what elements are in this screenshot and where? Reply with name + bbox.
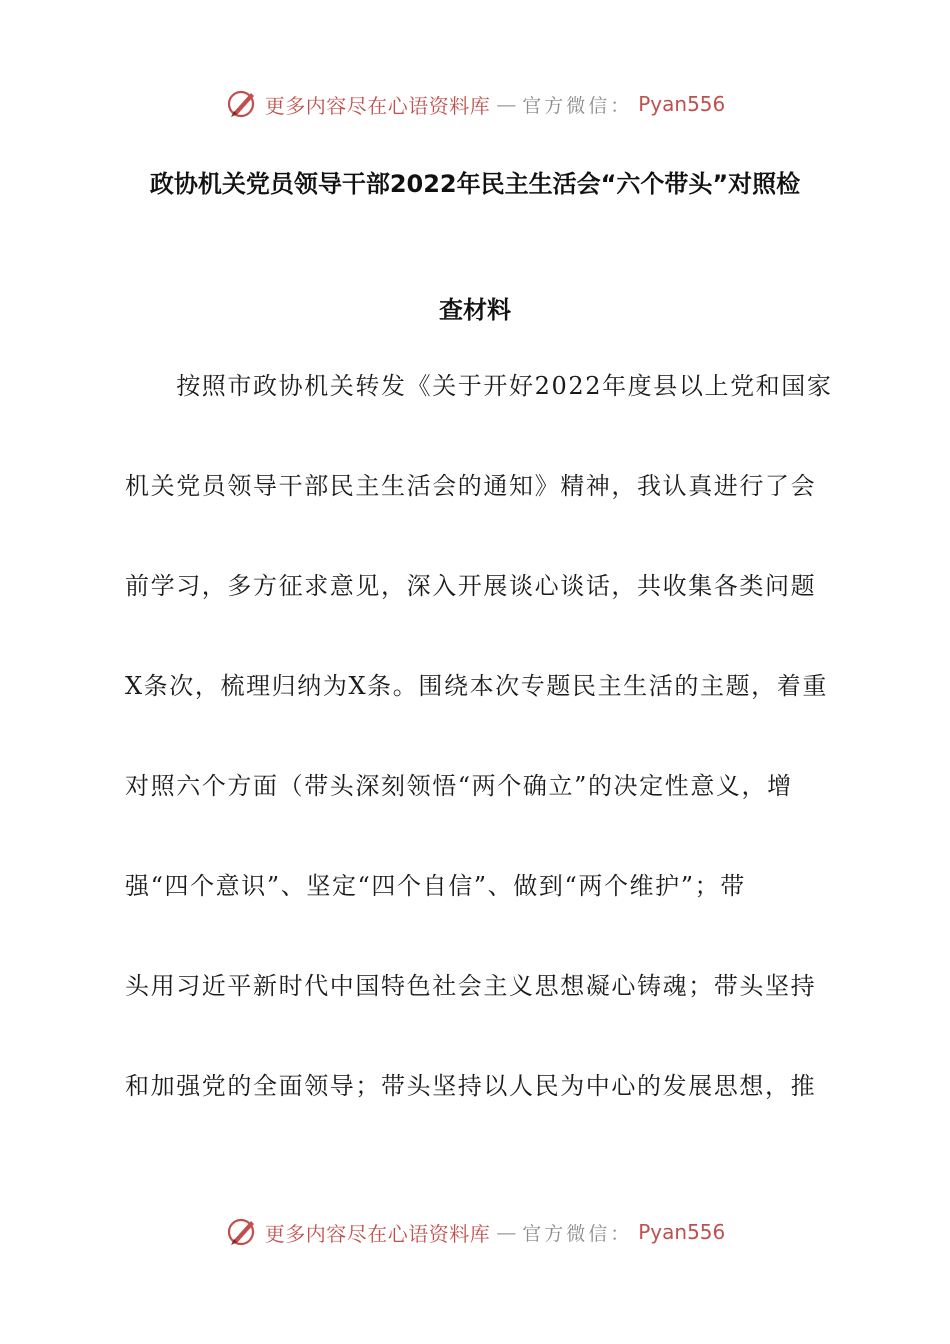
watermark-text-wechat: 官方微信： bbox=[522, 1222, 633, 1245]
watermark-text-wechat: 官方微信： bbox=[522, 94, 633, 117]
body-line-6: 强“四个意识”、坚定“四个自信”、做到“两个维护”；带 bbox=[125, 872, 746, 900]
body-line-7: 头用习近平新时代中国特色社会主义思想凝心铸魂；带头坚持 bbox=[125, 972, 817, 1000]
header-watermark bbox=[0, 84, 950, 124]
watermark-text-library: 更多内容尽在心语资料库 bbox=[264, 93, 491, 118]
body-line-5: 对照六个方面（带头深刻领悟“两个确立”的决定性意义，增 bbox=[125, 772, 793, 800]
body-line-3: 前学习，多方征求意见，深入开展谈心谈话，共收集各类问题 bbox=[125, 572, 817, 600]
body-line-2: 机关党员领导干部民主生活会的通知》精神，我认真进行了会 bbox=[125, 472, 817, 500]
watermark-text-id: Pyan556 bbox=[638, 92, 726, 116]
body-line-8: 和加强党的全面领导；带头坚持以人民为中心的发展思想，推 bbox=[125, 1072, 817, 1100]
watermark-dash: — bbox=[496, 1220, 517, 1244]
document-title-line-2: 查材料 bbox=[439, 296, 511, 324]
pen-circle-logo-icon bbox=[225, 87, 259, 121]
footer-watermark bbox=[0, 1212, 950, 1252]
watermark-text-id: Pyan556 bbox=[638, 1220, 726, 1244]
body-line-1: 按照市政协机关转发《关于开好2022年度县以上党和国家 bbox=[125, 372, 833, 400]
pen-circle-logo-icon bbox=[225, 1215, 259, 1249]
watermark-text-library: 更多内容尽在心语资料库 bbox=[264, 1221, 491, 1246]
body-line-4: X条次，梳理归纳为X条。围绕本次专题民主生活的主题，着重 bbox=[125, 672, 828, 700]
watermark-dash: — bbox=[496, 92, 517, 116]
document-title-line-1: 政协机关党员领导干部2022年民主生活会“六个带头”对照检 bbox=[149, 170, 801, 198]
